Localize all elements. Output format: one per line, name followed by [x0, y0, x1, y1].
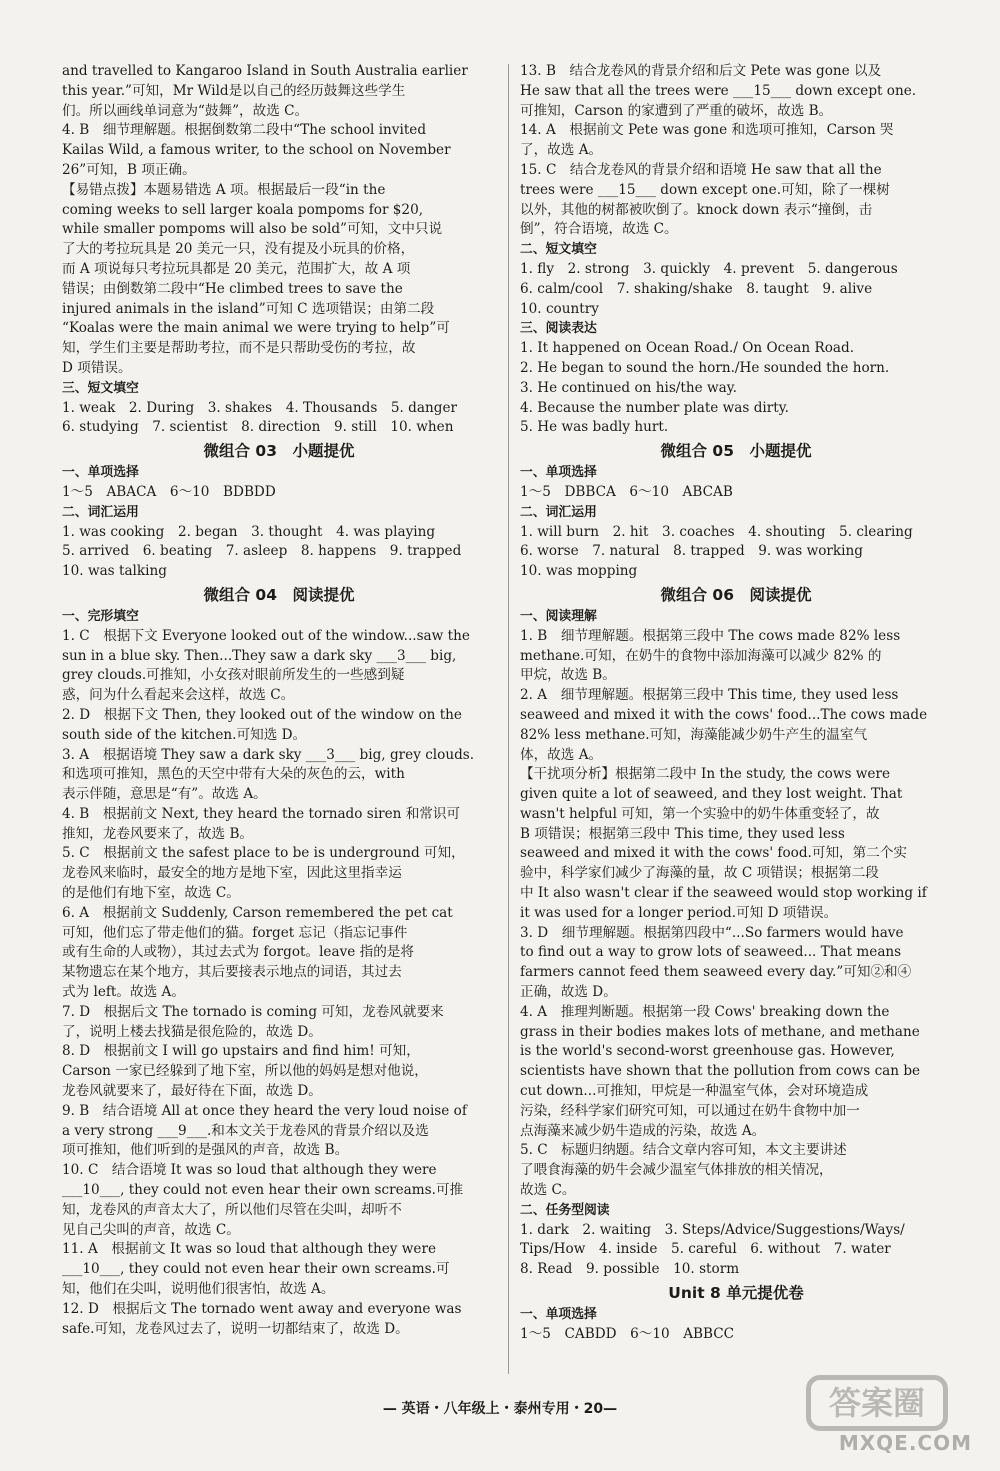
text-line: 表示伴随，意思是“有”。故选 A。 [62, 786, 267, 803]
text-line: 2. A 细节理解题。根据第三段中 This time, they used less [520, 687, 899, 704]
text-line: 错误；由倒数第二段中“He climbed trees to save the [62, 280, 403, 297]
page-footer: — 英语・八年级上・泰州专用・20— [382, 1401, 618, 1417]
text-line: 5. C 根据前文 the safest place to be is underground 可知， [62, 845, 465, 862]
text-line: B 项错误；根据第三段中 This time, they used less [520, 825, 845, 842]
section-heading: 微组合 06 阅读提优 [660, 585, 812, 604]
text-line: 6. worse 7. natural 8. trapped 9. was working [520, 543, 863, 560]
text-line: 11. A 根据前文 It was so loud that although they were [62, 1241, 437, 1258]
text-line: 以外，其他的树都被吹倒了。knock down 表示“撞倒，击 [520, 201, 873, 218]
text-line: 知，学生们主要是帮助考拉，而不是只帮助受伤的考拉，故 [62, 340, 416, 357]
text-line: D 项错误。 [62, 359, 132, 376]
left-column [62, 62, 496, 1339]
text-line: 龙卷风就要来了，最好待在下面，故选 D。 [62, 1083, 322, 1100]
subsection-label: 二、任务型阅读 [520, 1202, 610, 1218]
text-line: 了喂食海藻的奶牛会减少温室气体排放的相关情况， [520, 1162, 833, 1179]
text-line: 见自己尖叫的声音，故选 C。 [62, 1221, 240, 1238]
text-line: ___10___, they could not even hear their own screams.可推 [62, 1182, 464, 1199]
text-line: 4. B 根据前文 Next, they heard the tornado siren 和常识可 [62, 805, 461, 822]
text-line: 3. A 根据语境 They saw a dark sky ___3___ big, grey clouds. [62, 746, 475, 763]
section-heading: 微组合 03 小题提优 [203, 442, 355, 461]
text-line: 龙卷风来临时，最安全的地方是地下室，因此这里指幸运 [62, 865, 402, 882]
text-line: Carson 一家已经躲到了地下室，所以他的妈妈是想对他说， [62, 1063, 428, 1080]
text-line: 3. D 细节理解题。根据第四段中“...So farmers would have [520, 924, 904, 941]
text-line: Kailas Wild, a famous writer, to the school on November [62, 142, 451, 159]
text-line: seaweed and mixed it with the cows' food...The cows made [520, 706, 928, 723]
text-line: 1. dark 2. waiting 3. Steps/Advice/Suggestions/Ways/ [520, 1221, 905, 1238]
text-line: 式为 left。故选 A。 [62, 984, 185, 1001]
text-line: 1～5 ABACA 6～10 BDBDD [62, 483, 276, 500]
text-line: 故选 C。 [520, 1182, 576, 1199]
text-line: 5. He was badly hurt. [520, 419, 669, 436]
text-line: 推知，龙卷风要来了，故选 B。 [62, 825, 254, 842]
text-line: 1. fly 2. strong 3. quickly 4. prevent 5. dangerous [520, 260, 898, 277]
text-line: 倒”，符合语境，故选 C。 [520, 221, 678, 238]
text-line: 点海藻来减少奶牛造成的污染，故选 A。 [520, 1122, 766, 1139]
text-line: 和选项可推知，黑色的天空中带有大朵的灰色的云，with [62, 766, 405, 783]
text-line: is the world's second-worst greenhouse gas. However, [520, 1043, 895, 1060]
text-line: 7. D 根据后文 The tornado is coming 可知，龙卷风就要来 [62, 1003, 444, 1020]
text-line: 4. A 推理判断题。根据第一段 Cows' breaking down the [520, 1003, 890, 1020]
text-line: 8. Read 9. possible 10. storm [520, 1261, 740, 1278]
text-line: 污染，经科学家们研究可知，可以通过在奶牛食物中加一 [520, 1102, 860, 1119]
subsection-label: 三、阅读表达 [520, 321, 597, 337]
text-line: 1. will burn 2. hit 3. coaches 4. shouting 5. clearing [520, 523, 913, 540]
text-line: seaweed and mixed it with the cows' food.可知，第二个实 [520, 845, 908, 862]
section-heading: 微组合 05 小题提优 [660, 442, 812, 461]
text-line: scientists have shown that the pollution from cows can be [520, 1063, 921, 1080]
text-line: 1. C 根据下文 Everyone looked out of the window...saw the [62, 627, 470, 644]
text-line: 2. D 根据下文 Then, they looked out of the window on the [62, 706, 462, 723]
subsection-label: 一、完形填空 [62, 608, 139, 624]
text-line: wasn't helpful 可知，第一个实验中的奶牛体重变轻了，故 [520, 805, 880, 822]
text-line: 体，故选 A。 [520, 746, 603, 763]
text-line: 15. C 结合龙卷风的背景介绍和语境 He saw that all the [520, 161, 882, 178]
text-line: 可知，他们忘了带走他们的猫。forget 忘记（指忘记事件 [62, 924, 408, 941]
text-line: 可推知，Carson 的家遭到了严重的破坏，故选 B。 [520, 102, 833, 119]
section-heading: Unit 8 单元提优卷 [668, 1284, 804, 1303]
text-line: coming weeks to sell larger koala pompoms for $20, [62, 201, 424, 218]
text-line: farmers cannot feed them seaweed every day.”可知②和④ [520, 964, 912, 981]
text-line: grey clouds.可推知，小女孩对眼前所发生的一些感到疑 [62, 667, 405, 684]
text-line: 2. He began to sound the horn./He sounded the horn. [520, 359, 890, 376]
text-line: safe.可知，龙卷风过去了，说明一切都结束了，故选 D。 [62, 1320, 409, 1337]
text-line: 9. B 结合语境 All at once they heard the very loud noise of [62, 1102, 467, 1119]
text-line: 的是他们有地下室，故选 C。 [62, 885, 240, 902]
right-column [520, 62, 952, 1345]
subsection-label: 三、短文填空 [62, 380, 139, 396]
text-line: 或有生命的人或物），其过去式为 forgot。leave 指的是将 [62, 944, 414, 961]
text-line: 甲烷，故选 B。 [520, 667, 616, 684]
text-line: this year.”可知，Mr Wild是以自己的经历鼓舞这些学生 [62, 82, 406, 99]
text-line: methane.可知，在奶牛的食物中添加海藻可以减少 82% 的 [520, 647, 882, 664]
watermark-box: 答案圈 [806, 1375, 948, 1431]
text-line: 1. was cooking 2. began 3. thought 4. was playing [62, 523, 436, 540]
text-line: 1. B 细节理解题。根据第三段中 The cows made 82% less [520, 627, 901, 644]
subsection-label: 二、词汇运用 [520, 504, 597, 520]
text-line: 知，他们在尖叫，说明他们很害怕，故选 A。 [62, 1281, 335, 1298]
text-line: 中 It also wasn't clear if the seaweed would stop working if [520, 885, 927, 902]
text-line: He saw that all the trees were ___15___ down except one. [520, 82, 917, 99]
text-line: cut down...可推知，甲烷是一种温室气体，会对环境造成 [520, 1083, 869, 1100]
text-line: 12. D 根据后文 The tornado went away and everyone was [62, 1300, 462, 1317]
text-line: 【易错点拨】本题易错选 A 项。根据最后一段“in the [62, 181, 386, 198]
text-line: to find out a way to grow lots of seaweed... That means [520, 944, 902, 961]
text-line: “Koalas were the main animal we were trying to help”可 [62, 320, 450, 337]
subsection-label: 二、短文填空 [520, 242, 597, 258]
text-line: 3. He continued on his/the way. [520, 379, 737, 396]
section-heading: 微组合 04 阅读提优 [203, 585, 355, 604]
text-line: and travelled to Kangaroo Island in South Australia earlier [62, 63, 468, 79]
text-line: 项可推知，他们听到的是强风的声音，故选 B。 [62, 1142, 349, 1159]
subsection-label: 一、单项选择 [62, 465, 139, 481]
text-line: 了大的考拉玩具是 20 美元一只，没有提及小玩具的价格， [62, 241, 415, 258]
subsection-label: 一、单项选择 [520, 1307, 597, 1323]
text-line: it was used for a longer period.可知 D 项错误。 [520, 904, 838, 921]
text-line: 10. C 结合语境 It was so loud that although they were [62, 1162, 437, 1179]
text-line: 正确，故选 D。 [520, 984, 617, 1001]
watermark-site: MXQE.COM [838, 1431, 972, 1455]
text-line: sun in a blue sky. Then...They saw a dark sky ___3___ big, [62, 647, 457, 664]
column-divider [508, 64, 509, 1374]
text-line: 8. D 根据前文 I will go upstairs and find him! 可知， [62, 1043, 420, 1060]
text-line: ___10___, they could not even hear their own screams.可 [62, 1261, 450, 1278]
text-line: 6. studying 7. scientist 8. direction 9. still 10. when [62, 419, 454, 436]
subsection-label: 一、阅读理解 [520, 608, 597, 624]
text-line: 知，龙卷风的声音太大了，所以他们尽管在尖叫，却听不 [62, 1201, 402, 1218]
text-line: south side of the kitchen.可知选 D。 [62, 726, 307, 743]
text-line: 10. country [520, 300, 599, 317]
text-line: 了，故选 A。 [520, 142, 603, 159]
text-line: 了，说明上楼去找猫是很危险的，故选 D。 [62, 1023, 322, 1040]
text-line: 4. Because the number plate was dirty. [520, 399, 789, 416]
text-line: 惑，问为什么看起来会这样，故选 C。 [62, 687, 295, 704]
text-line: 10. was talking [62, 563, 167, 580]
text-line: 1～5 DBBCA 6～10 ABCAB [520, 483, 733, 500]
text-line: injured animals in the island”可知 C 选项错误；由第二段 [62, 300, 435, 317]
text-line: a very strong ___9___.和本文关于龙卷风的背景介绍以及选 [62, 1122, 429, 1139]
watermark-logo [788, 1379, 978, 1459]
text-line: 1～5 CABDD 6～10 ABBCC [520, 1325, 735, 1342]
text-line: 14. A 根据前文 Pete was gone 和选项可推知，Carson 哭 [520, 122, 894, 139]
text-line: 26”可知，B 项正确。 [62, 161, 196, 178]
subsection-label: 二、词汇运用 [62, 504, 139, 520]
text-line: given quite a lot of seaweed, and they lost weight. That [520, 786, 903, 803]
text-line: 1. It happened on Ocean Road./ On Ocean Road. [520, 340, 855, 357]
text-line: 【干扰项分析】根据第二段中 In the study, the cows were [520, 766, 891, 783]
text-line: 4. B 细节理解题。根据倒数第二段中“The school invited [62, 122, 427, 139]
text-line: 6. A 根据前文 Suddenly, Carson remembered the pet cat [62, 904, 453, 921]
text-line: 们。所以画线单词意为“鼓舞”，故选 C。 [62, 102, 309, 119]
text-line: Tips/How 4. inside 5. careful 6. without 7. water [520, 1241, 891, 1258]
text-line: 1. weak 2. During 3. shakes 4. Thousands 5. danger [62, 399, 457, 416]
text-line: 82% less methane.可知，海藻能减少奶牛产生的温室气 [520, 726, 868, 743]
text-line: 而 A 项说每只考拉玩具都是 20 美元，范围扩大，故 A 项 [62, 260, 411, 277]
text-line: 某物遗忘在某个地方，其后要接表示地点的词语，其过去 [62, 964, 402, 981]
text-line: trees were ___15___ down except one.可知，除了一棵树 [520, 181, 890, 198]
text-line: 10. was mopping [520, 563, 638, 580]
text-line: 13. B 结合龙卷风的背景介绍和后文 Pete was gone 以及 [520, 63, 882, 79]
text-line: while smaller pompoms will also be sold”可知，文中只说 [62, 221, 443, 238]
subsection-label: 一、单项选择 [520, 465, 597, 481]
text-line: 5. C 标题归纳题。结合文章内容可知，本文主要讲述 [520, 1142, 847, 1159]
text-line: 6. calm/cool 7. shaking/shake 8. taught 9. alive [520, 280, 873, 297]
text-line: grass in their bodies makes lots of methane, and methane [520, 1023, 920, 1040]
text-line: 验中，科学家们减少了海藻的量，故 C 项错误；根据第二段 [520, 865, 879, 882]
text-line: 5. arrived 6. beating 7. asleep 8. happens 9. trapped [62, 543, 462, 560]
